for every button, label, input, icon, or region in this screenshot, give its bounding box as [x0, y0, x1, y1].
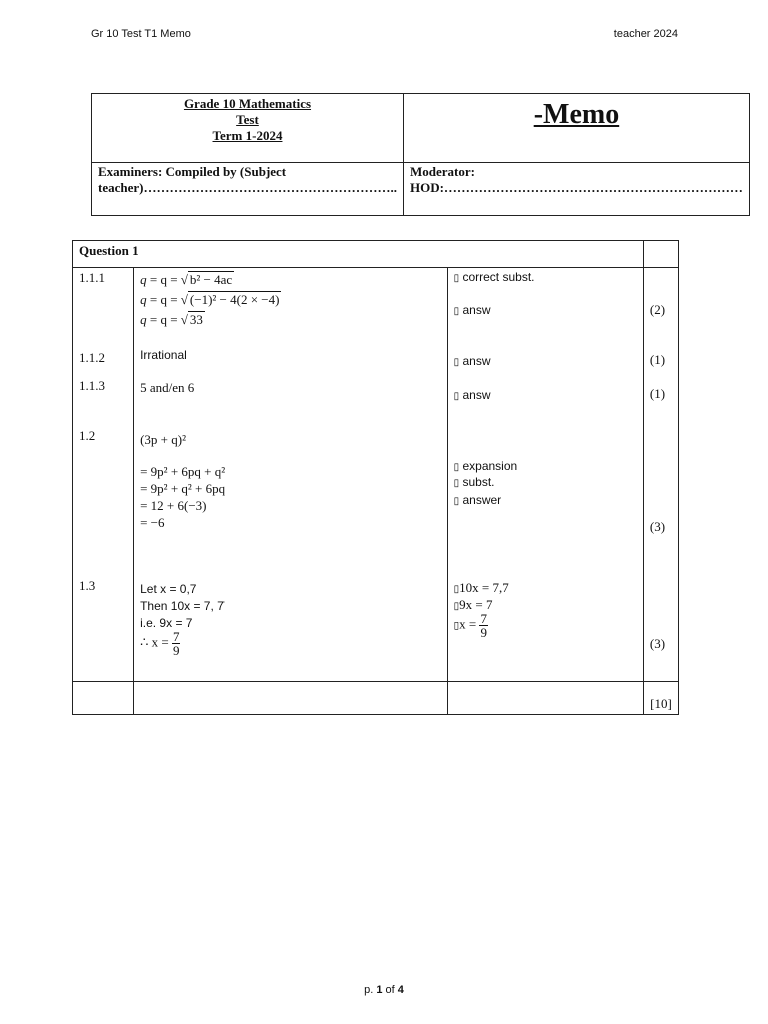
totals-column	[643, 268, 678, 682]
q112-mark: ▯ answ	[453, 354, 491, 368]
term-label: Term 1-2024	[212, 128, 283, 143]
q13-line4: ∴ x = $\frac{7}{9}$	[140, 629, 180, 658]
q112-work: Irrational	[140, 348, 187, 362]
checkbox-icon: ▯	[453, 357, 460, 368]
q13-line3: i.e. 9x = 7	[140, 616, 193, 630]
q13-mark2: ▯9x = 7	[453, 597, 493, 612]
q13-number: 1.3	[79, 578, 96, 593]
q111-line2: q = q = √ (−1)² − 4(2 × −4)	[140, 292, 280, 307]
q111-line1: q = q = √ b² − 4ac	[140, 272, 233, 287]
q12-mark2: ▯ subst.	[453, 475, 495, 489]
page-count: 4	[397, 984, 404, 996]
q12-mark3: ▯ answer	[453, 493, 502, 507]
memo-title: -Memo	[533, 99, 620, 130]
q113-number: 1.1.3	[79, 378, 105, 393]
checkbox-icon: ▯	[453, 496, 460, 507]
fraction-seven-ninths: $\frac{7}{9}$	[480, 611, 487, 640]
checkbox-icon: ▯	[453, 601, 460, 612]
checkbox-icon: ▯	[453, 620, 460, 632]
q113-total: (1)	[649, 386, 666, 401]
page-footer: p. 1 of 4	[364, 984, 404, 996]
q13-line2: Then 10x = 7, 7̇	[140, 599, 224, 613]
moderator-label: Moderator:	[409, 164, 475, 179]
q12-number: 1.2	[79, 428, 96, 443]
q111-number: 1.1.1	[79, 270, 105, 285]
question-title: Question 1	[73, 241, 644, 268]
q12-line3: = 9p² + q² + 6pq	[140, 481, 226, 496]
q12-line1: (3p + q)²	[140, 432, 186, 447]
q13-mark1: ▯10x = 7,7	[453, 580, 509, 595]
q111-mark1: ▯ correct subst.	[453, 270, 535, 284]
q12-line5: = −6	[140, 515, 165, 530]
q111-total: (2)	[649, 302, 666, 317]
q12-mark1: ▯ expansion	[453, 459, 518, 473]
checkbox-icon: ▯	[453, 462, 460, 473]
marks-column	[447, 268, 643, 682]
moderator-cell	[403, 163, 749, 216]
checkbox-icon: ▯	[453, 273, 460, 284]
q13-mark3: ▯x = $\frac{7}{9}$	[453, 611, 487, 640]
q12-total: (3)	[649, 519, 666, 534]
q12-line2: = 9p² + 6pq + q²	[140, 464, 226, 479]
q112-total: (1)	[649, 352, 666, 367]
checkbox-icon: ▯	[453, 478, 460, 489]
test-label: Test	[236, 112, 259, 127]
q13-total: (3)	[649, 636, 666, 651]
running-header-right: teacher 2024	[613, 28, 678, 40]
hod-label: HOD:……………………………………………………………	[409, 180, 743, 195]
fraction-seven-ninths: $\frac{7}{9}$	[172, 629, 180, 658]
memo-cell	[403, 94, 749, 163]
question-table	[72, 240, 679, 715]
page-number: 1	[376, 984, 383, 996]
q113-work: 5 and/en 6	[140, 380, 195, 395]
numbers-column	[73, 268, 134, 682]
q113-mark: ▯ answ	[453, 388, 491, 402]
grand-total: [10]	[643, 682, 678, 715]
test-title-cell	[92, 94, 404, 163]
title-box	[91, 93, 750, 216]
q13-line1: Let x = 0,7	[140, 582, 197, 596]
subject-title: Grade 10 Mathematics	[183, 96, 312, 111]
q111-line3: q = q = √ 33	[140, 312, 203, 327]
checkbox-icon: ▯	[453, 391, 460, 402]
examiners-cell: Examiners: Compiled by (Subject teacher)…………………………………………………..	[92, 163, 404, 216]
q111-mark2: ▯ answ	[453, 303, 491, 317]
checkbox-icon: ▯	[453, 306, 460, 317]
q112-number: 1.1.2	[79, 350, 105, 365]
running-header-left: Gr 10 Test T1 Memo	[91, 28, 191, 40]
q12-line4: = 12 + 6(−3)	[140, 498, 207, 513]
working-column	[134, 268, 448, 682]
checkbox-icon: ▯	[453, 584, 460, 595]
